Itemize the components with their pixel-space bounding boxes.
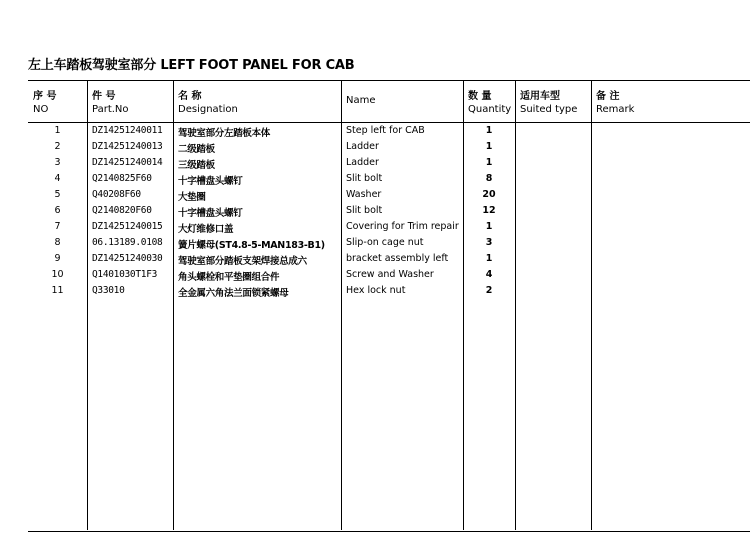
row-number: 6 xyxy=(54,205,61,216)
row-number: 10 xyxy=(51,269,64,280)
quantity: 2 xyxy=(485,285,493,296)
quantity: 1 xyxy=(485,253,493,264)
header-no-en: NO xyxy=(33,104,49,115)
designation: 三级踏板 xyxy=(178,160,215,171)
quantity: 20 xyxy=(482,189,496,200)
table-row xyxy=(28,188,750,204)
designation: 角头螺栓和平垫圈组合件 xyxy=(178,272,280,283)
item-name: Ladder xyxy=(346,157,379,168)
table-row xyxy=(28,268,750,284)
header-divider xyxy=(28,122,750,123)
quantity: 4 xyxy=(485,269,493,280)
header-remark-en: Remark xyxy=(596,104,635,115)
row-number: 4 xyxy=(54,173,61,184)
part-number: Q2140820F60 xyxy=(92,205,152,216)
item-name: Ladder xyxy=(346,141,379,152)
row-number: 3 xyxy=(54,157,61,168)
header-designation-en: Designation xyxy=(178,104,238,115)
header-designation-cn: 名 称 xyxy=(178,91,202,102)
table-row xyxy=(28,140,750,156)
part-number: DZ14251240030 xyxy=(92,253,163,264)
header-part-cn: 件 号 xyxy=(92,91,116,102)
item-name: Slip-on cage nut xyxy=(346,237,424,248)
header-quantity-en: Quantity xyxy=(468,104,512,115)
item-name: Covering for Trim repair xyxy=(346,221,459,232)
item-name: bracket assembly left xyxy=(346,253,449,264)
table-row xyxy=(28,236,750,252)
page-title: 左上车踏板驾驶室部分 LEFT FOOT PANEL FOR CAB xyxy=(28,58,355,73)
item-name: Slit bolt xyxy=(346,173,383,184)
designation: 二级踏板 xyxy=(178,144,215,155)
row-number: 9 xyxy=(54,253,61,264)
designation: 簧片螺母(ST4.8-5-MAN183-B1) xyxy=(178,240,325,251)
header-quantity-cn: 数 量 xyxy=(468,91,492,102)
designation: 全金属六角法兰面锁紧螺母 xyxy=(178,288,289,299)
part-number: 06.13189.0108 xyxy=(92,237,163,248)
row-number: 8 xyxy=(54,237,61,248)
item-name: Screw and Washer xyxy=(346,269,434,280)
designation: 十字槽盘头螺钉 xyxy=(178,208,243,219)
header-part-en: Part.No xyxy=(92,104,129,115)
part-number: Q40208F60 xyxy=(92,189,141,200)
part-number: Q33010 xyxy=(92,285,125,296)
designation: 大垫圈 xyxy=(178,192,206,203)
quantity: 12 xyxy=(482,205,496,216)
item-name: Washer xyxy=(346,189,382,200)
part-number: DZ14251240014 xyxy=(92,157,163,168)
item-name: Hex lock nut xyxy=(346,285,406,296)
row-number: 2 xyxy=(54,141,61,152)
table-row xyxy=(28,284,750,300)
quantity: 1 xyxy=(485,125,493,136)
row-number: 5 xyxy=(54,189,61,200)
part-number: DZ14251240015 xyxy=(92,221,163,232)
quantity: 1 xyxy=(485,141,493,152)
header-suited-type-cn: 适用车型 xyxy=(520,91,560,102)
quantity: 8 xyxy=(485,173,493,184)
quantity: 1 xyxy=(485,221,493,232)
header-suited-type-en: Suited type xyxy=(520,104,578,115)
row-number: 1 xyxy=(54,125,61,136)
header-remark-cn: 备 注 xyxy=(596,91,620,102)
part-number: DZ14251240011 xyxy=(92,125,163,136)
row-number: 11 xyxy=(51,285,64,296)
designation: 大灯维修口盖 xyxy=(178,224,234,235)
header-no-cn: 序 号 xyxy=(33,91,57,102)
header-name-en: Name xyxy=(346,95,376,106)
part-number: Q1401030T1F3 xyxy=(92,269,158,280)
table-row xyxy=(28,220,750,236)
item-name: Step left for CAB xyxy=(346,125,425,136)
designation: 驾驶室部分左踏板本体 xyxy=(178,128,271,139)
quantity: 3 xyxy=(485,237,493,248)
table-row xyxy=(28,156,750,172)
table-row xyxy=(28,172,750,188)
item-name: Slit bolt xyxy=(346,205,383,216)
designation: 驾驶室部分踏板支架焊接总成六 xyxy=(178,256,307,267)
part-number: Q2140825F60 xyxy=(92,173,152,184)
table-row xyxy=(28,124,750,140)
part-number: DZ14251240013 xyxy=(92,141,163,152)
quantity: 1 xyxy=(485,157,493,168)
row-number: 7 xyxy=(54,221,61,232)
table-row xyxy=(28,204,750,220)
table-row xyxy=(28,252,750,268)
designation: 十字槽盘头螺钉 xyxy=(178,176,243,187)
